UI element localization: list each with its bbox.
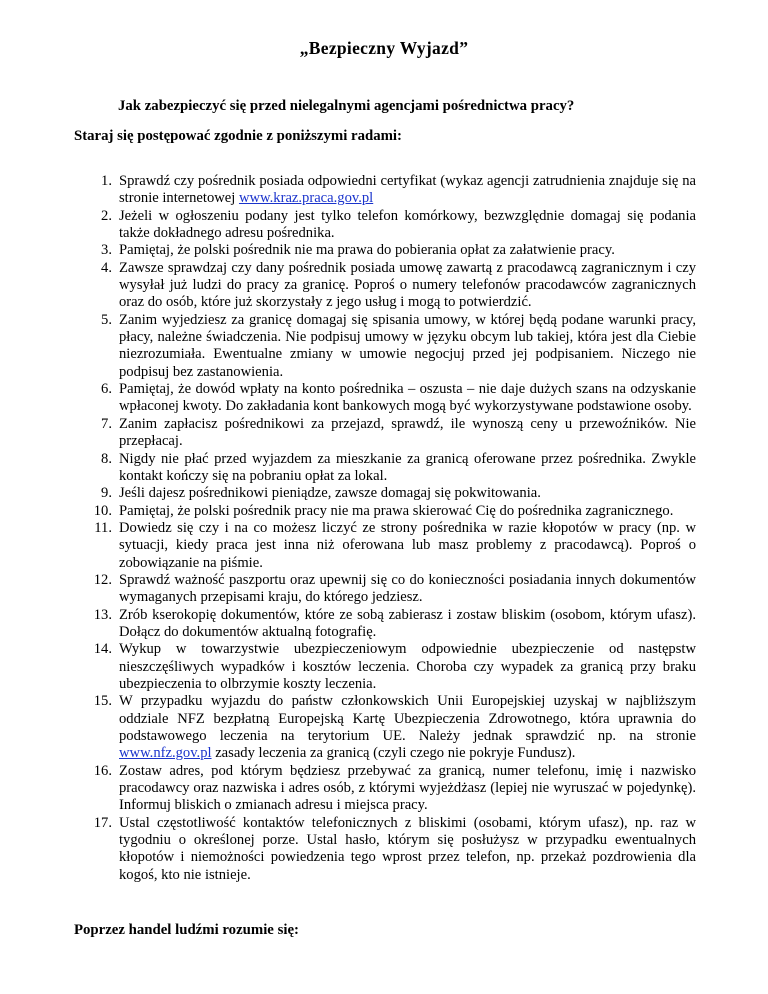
list-item-text-part: Dowiedz się czy i na co możesz liczyć ze strony pośrednika w razie kłopotów w pracy (np. w sytuacji, kiedy praca jest inna niż oferowana lub masz problemy z pracodawcą). Poproś o zobowiązanie na piśmie. <box>119 519 696 571</box>
list-item-text <box>119 260 696 311</box>
list-item-text-part: Pamiętaj, że polski pośrednik pracy nie ma prawa skierować Cię do pośrednika zagranicznego. <box>119 502 674 519</box>
list-item-text-part: Wykup w towarzystwie ubezpieczeniowym odpowiednie ubezpieczenie od następstw nieszczęśliwych wypadków i kosztów leczenia. Choroba czy wypadek za granicą przy braku ubezpieczenia to olbrzymie koszty leczenia. <box>119 641 696 692</box>
list-item-number: 13. <box>93 606 112 623</box>
list-item-text <box>119 520 696 571</box>
list-item-number: 12. <box>93 571 112 588</box>
list-item-text-part: Pamiętaj, że dowód wpłaty na konto pośrednika – oszusta – nie daje dużych szans na odzyskanie wpłaconej kwoty. Do zakładania kont bankowych mogą być wykorzystywane podstawione osoby. <box>119 381 696 415</box>
list-item-number: 3. <box>101 242 112 259</box>
list-item-text-part: Zostaw adres, pod którym będziesz przebywać za granicą, numer telefonu, imię i nazwisko pracodawcy oraz nazwiska i adres osób, z którymi wyjeżdżasz (lepiej nie wyruszać w pojedynkę). Informuj bliskich o zmianach adresu i miejsca pracy. <box>119 762 696 814</box>
section-heading: Poprzez handel ludźmi rozumie się: <box>74 922 299 938</box>
intro-text: Staraj się postępować zgodnie z poniższymi radami: <box>74 128 402 144</box>
list-item-number: 10. <box>93 502 112 519</box>
list-item-number: 2. <box>101 207 112 224</box>
list-item-text-part: zasady leczenia za granicą (czyli czego nie pokryje Fundusz). <box>211 745 576 762</box>
list-item-text <box>119 312 696 380</box>
list-item-number: 5. <box>101 311 112 328</box>
list-item-number: 15. <box>93 693 112 710</box>
list-item-text <box>119 451 696 484</box>
list-item-text-part: Zawsze sprawdzaj czy dany pośrednik posiada umowę zawartą z pracodawcą zagranicznym i czy wysyłał już ludzi do pracy za granicę. Poproś o numery telefonów pracodawców zagranicznych oraz do osób, które już skorzystały z jego usług i mogą to potwierdzić. <box>119 259 696 311</box>
list-item-number: 6. <box>101 381 112 398</box>
list-item-text-part: Ustal częstotliwość kontaktów telefonicznych z bliskimi (osobami, którym ufasz), np. raz w tygodniu o określonej porze. Ustal hasło, którym się posłużysz w przypadku ewentualnych kłopotów i niemożności powiedzenia tego wprost przez telefon, np. przekaż pozdrowienia dla kogoś, kto nie istnieje. <box>119 814 696 883</box>
list-item-number: 11. <box>94 519 112 536</box>
list-item <box>74 208 696 243</box>
list-item-text-part: W przypadku wyjazdu do państw członkowskich Unii Europejskiej uzyskaj w najbliższym oddziale NFZ bezpłatną Europejską Kartę Ubezpieczenia Zdrowotnego, która uprawnia do podstawowego leczenia na terytorium UE. Należy jednak sprawdzić np. na stronie <box>119 693 696 744</box>
list-item-text-part: Jeśli dajesz pośrednikowi pieniądze, zawsze domagaj się pokwitowania. <box>119 485 541 502</box>
list-item-text-part: Sprawdź ważność paszportu oraz upewnij się co do konieczności posiadania innych dokumentów wymaganych przepisami kraju, do którego jedziesz. <box>119 571 696 606</box>
list-item-text-part: Pamiętaj, że polski pośrednik nie ma prawa do pobierania opłat za załatwienie pracy. <box>119 242 615 259</box>
list-item <box>74 607 696 642</box>
list-item-text-part: Zanim wyjedziesz za granicę domagaj się spisania umowy, w której będą podane warunki pracy, płacy, należne świadczenia. Nie podpisuj umowy w języku obcym lub takiej, która jest dla Ciebie niezrozumiała. Ewentualne zmiany w umowie negocjuj przed jej podpisaniem. Niczego nie podpisuj bez zastanowienia. <box>119 311 696 380</box>
list-item <box>74 451 696 486</box>
list-item <box>74 693 696 762</box>
document-title: „Bezpieczny Wyjazd” <box>299 38 469 58</box>
list-item-number: 7. <box>101 415 112 432</box>
list-item <box>74 312 696 381</box>
list-item <box>74 416 696 451</box>
list-item-text <box>119 607 696 640</box>
list-item-text <box>119 693 696 761</box>
list-item <box>74 381 696 416</box>
list-item-text <box>119 641 696 692</box>
list-item-text <box>119 763 696 814</box>
list-item-text <box>119 208 696 241</box>
list-item <box>74 641 696 693</box>
list-item <box>74 815 696 884</box>
list-item-text <box>119 381 696 414</box>
list-item <box>74 763 696 815</box>
list-item-text <box>119 173 696 206</box>
list-item <box>74 260 696 312</box>
advice-list <box>74 173 696 884</box>
list-item-text-part: Sprawdź czy pośrednik posiada odpowiedni certyfikat (wykaz agencji zatrudnienia znajduje się na stronie internetowej <box>119 173 696 207</box>
list-item <box>74 572 696 607</box>
list-item-text-part: Zrób kserokopię dokumentów, które ze sobą zabierasz i zostaw bliskim (osobom, którym ufasz). Dołącz do dokumentów aktualną fotografię. <box>119 606 696 640</box>
list-item <box>74 520 696 572</box>
document-subtitle: Jak zabezpieczyć się przed nielegalnymi agencjami pośrednictwa pracy? <box>118 98 575 114</box>
list-item <box>74 485 696 502</box>
website-link[interactable]: www.nfz.gov.pl <box>119 745 212 762</box>
list-item <box>74 173 696 208</box>
list-item-text-part: Jeżeli w ogłoszeniu podany jest tylko telefon komórkowy, bezwzględnie domagaj się podania także dokładnego adresu pośrednika. <box>119 207 696 242</box>
list-item <box>74 242 696 259</box>
list-item-text-part: Zanim zapłacisz pośrednikowi za przejazd, sprawdź, ile wynoszą ceny u przewoźników. Nie przepłacaj. <box>119 415 696 450</box>
list-item-number: 9. <box>101 485 112 502</box>
website-link[interactable]: www.kraz.praca.gov.pl <box>238 190 374 207</box>
list-item-text <box>119 503 673 519</box>
list-item-number: 4. <box>101 259 112 276</box>
list-item-number: 1. <box>101 173 112 189</box>
list-item-text <box>119 815 696 883</box>
list-item-text <box>119 572 696 605</box>
list-item-number: 17. <box>93 814 112 831</box>
list-item-text <box>119 416 696 449</box>
list-item <box>74 503 696 520</box>
list-item-text-part: Nigdy nie płać przed wyjazdem za mieszkanie za granicą oferowane przez pośrednika. Zwykle kontakt kończy się na pobraniu opłat za lokal. <box>119 450 696 484</box>
list-item-number: 14. <box>93 641 112 658</box>
list-item-number: 8. <box>101 450 112 467</box>
list-item-text <box>119 242 615 258</box>
list-item-number: 16. <box>93 762 112 779</box>
list-item-text <box>119 485 541 501</box>
